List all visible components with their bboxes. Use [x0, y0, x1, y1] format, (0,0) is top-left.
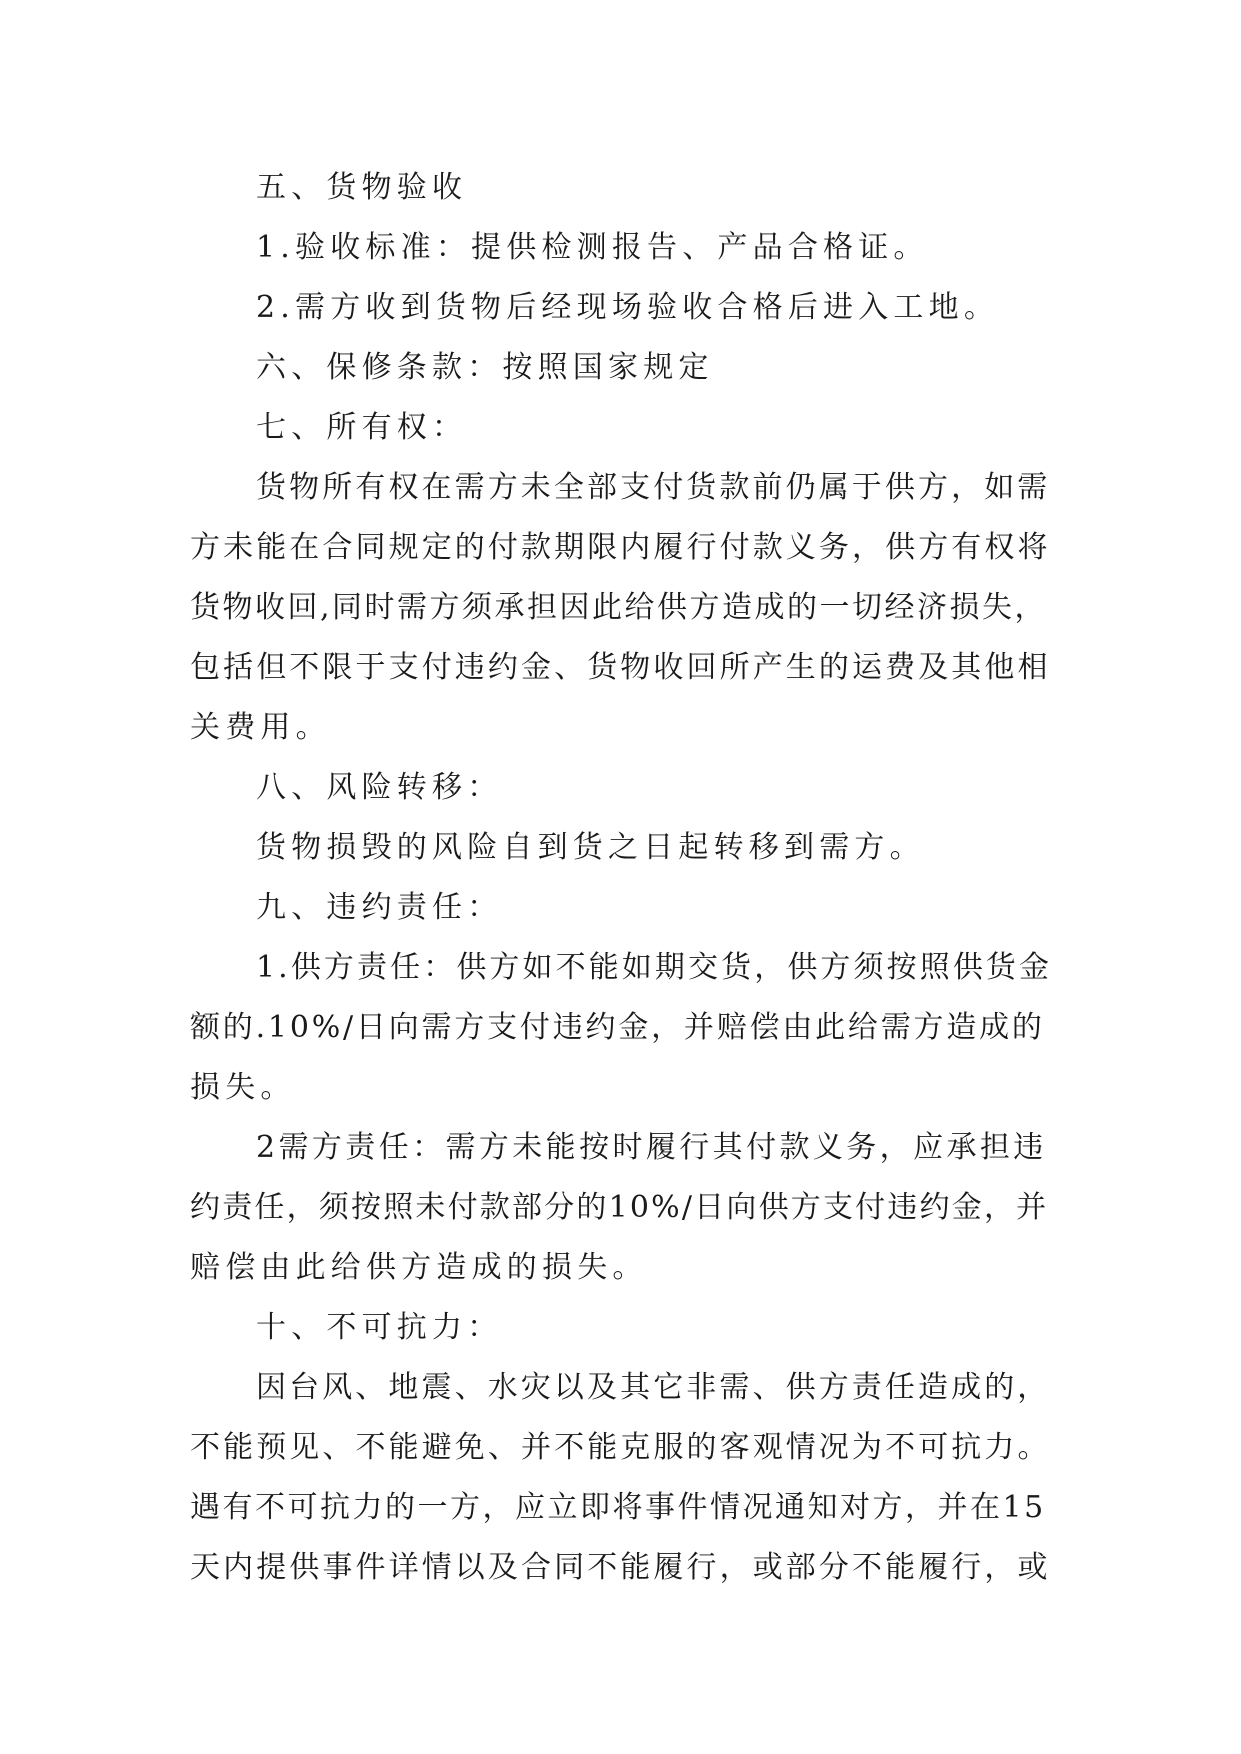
ownership-text-line: 货物收回,同时需方须承担因此给供方造成的一切经济损失，	[190, 590, 1048, 625]
supplier-liability-line: 损失。	[190, 1070, 296, 1105]
supplier-liability-line: 1.供方责任：供方如不能如期交货，供方须按照供货金	[256, 950, 1053, 985]
buyer-liability-line: 2需方责任：需方未能按时履行其付款义务，应承担违	[256, 1130, 1047, 1165]
risk-text-line: 货物损毁的风险自到货之日起转移到需方。	[256, 830, 925, 865]
ownership-text-line: 关费用。	[190, 710, 331, 745]
ownership-text-line: 货物所有权在需方未全部支付货款前仍属于供方，如需	[256, 470, 1051, 505]
buyer-liability-line: 约责任，须按照未付款部分的10%/日向供方支付违约金，并	[190, 1190, 1049, 1225]
section-heading-liability: 九、违约责任：	[256, 890, 503, 925]
section-heading-inspection: 五、货物验收	[256, 170, 468, 205]
inspection-item-1: 1.验收标准：提供检测报告、产品合格证。	[256, 230, 929, 265]
force-majeure-text-line: 天内提供事件详情以及合同不能履行，或部分不能履行，或	[190, 1550, 1051, 1585]
section-heading-warranty: 六、保修条款：按照国家规定	[256, 350, 714, 385]
force-majeure-text-line: 不能预见、不能避免、并不能克服的客观情况为不可抗力。	[190, 1430, 1051, 1465]
force-majeure-text-line: 因台风、地震、水灾以及其它非需、供方责任造成的，	[256, 1370, 1051, 1405]
supplier-liability-line: 额的.10%/日向需方支付违约金，并赔偿由此给需方造成的	[190, 1010, 1045, 1045]
buyer-liability-line: 赔偿由此给供方造成的损失。	[190, 1250, 648, 1285]
force-majeure-text-line: 遇有不可抗力的一方，应立即将事件情况通知对方，并在15	[190, 1490, 1046, 1525]
section-heading-ownership: 七、所有权：	[256, 410, 468, 445]
section-heading-risk: 八、风险转移：	[256, 770, 503, 805]
inspection-item-2: 2.需方收到货物后经现场验收合格后进入工地。	[256, 290, 1000, 325]
section-heading-force-majeure: 十、不可抗力：	[256, 1310, 503, 1345]
ownership-text-line: 包括但不限于支付违约金、货物收回所产生的运费及其他相	[190, 650, 1051, 685]
document-page	[190, 158, 1052, 1598]
ownership-text-line: 方未能在合同规定的付款期限内履行付款义务，供方有权将	[190, 530, 1051, 565]
